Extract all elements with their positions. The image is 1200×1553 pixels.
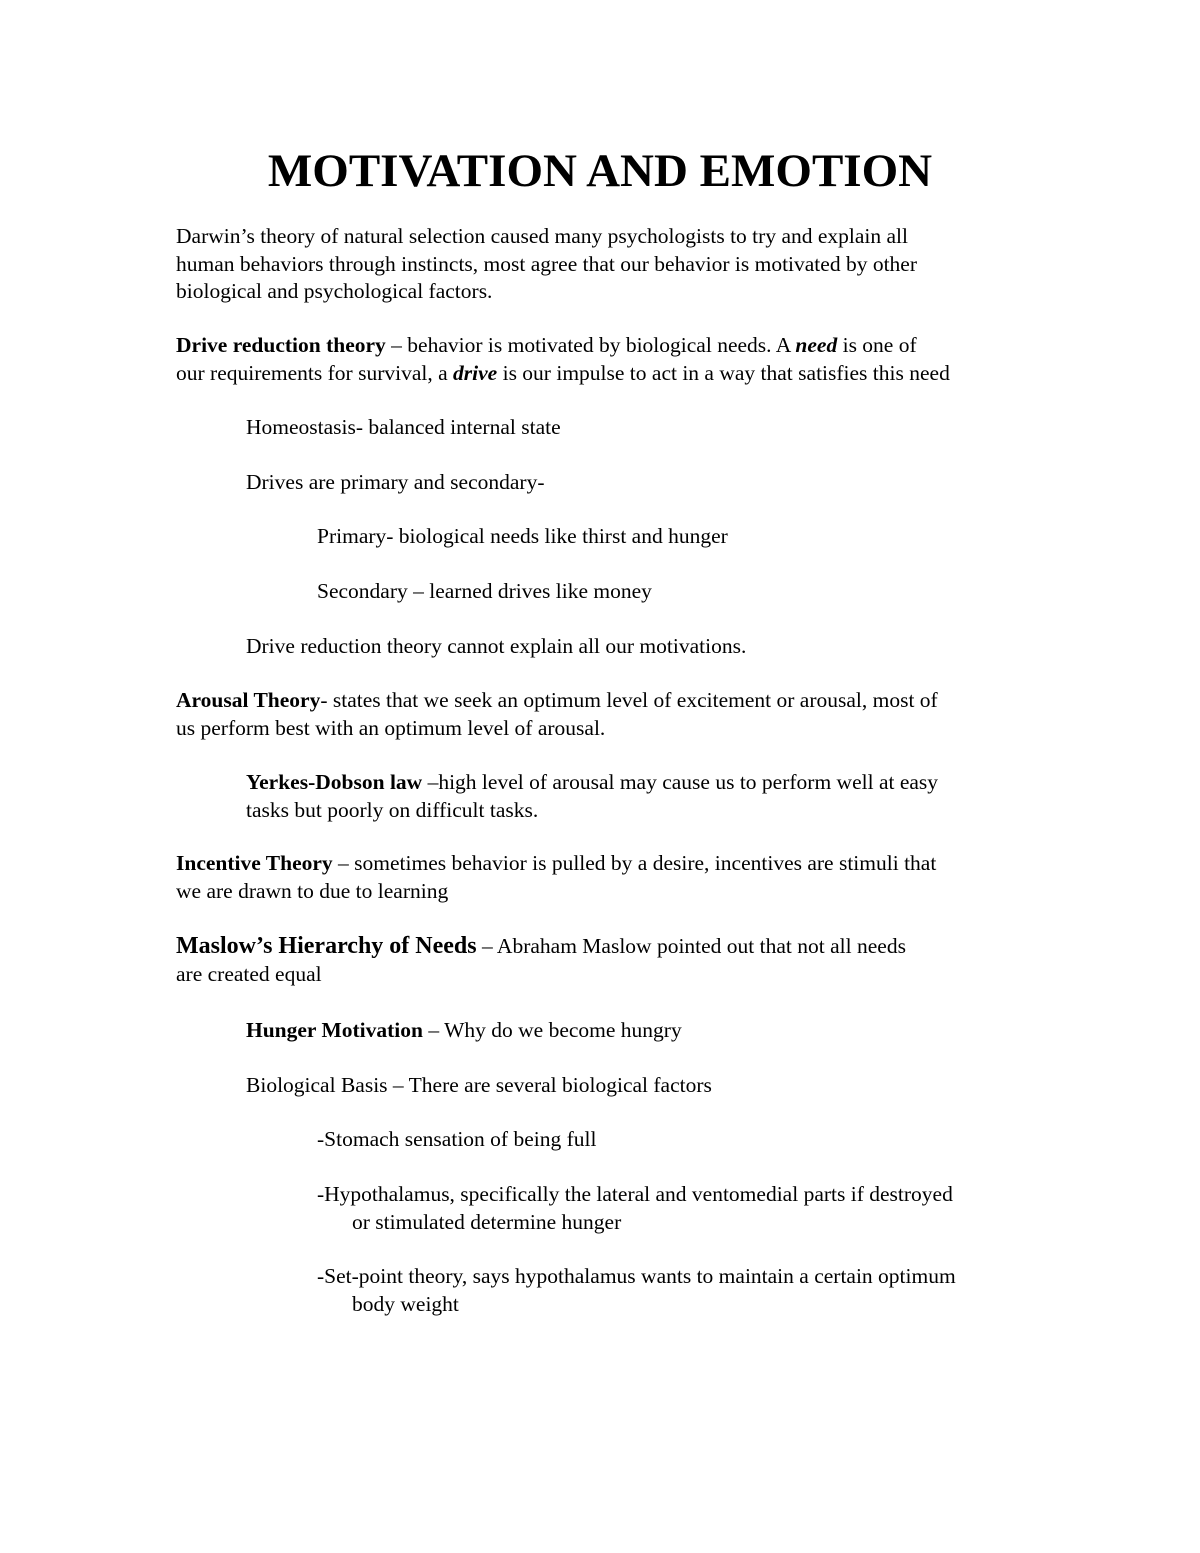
hunger-term: Hunger Motivation bbox=[246, 1018, 423, 1042]
primary-drive-line: Primary- biological needs like thirst and hunger bbox=[317, 524, 728, 548]
arousal-line-1 bbox=[176, 687, 938, 715]
drive-term: drive bbox=[453, 360, 498, 385]
drive-reduction-line-2 bbox=[176, 360, 950, 388]
incentive-line-2: we are drawn to due to learning bbox=[176, 878, 449, 903]
hunger-line bbox=[246, 1017, 682, 1045]
page-title: MOTIVATION AND EMOTION bbox=[267, 145, 933, 197]
yerkes-term: Yerkes-Dobson law bbox=[246, 770, 423, 794]
hypothalamus-line-2: or stimulated determine hunger bbox=[352, 1209, 622, 1234]
arousal-text-1: - states that we seek an optimum level of excitement or arousal, most of bbox=[320, 688, 938, 712]
yerkes-text-1: –high level of arousal may cause us to perform well at easy bbox=[422, 770, 939, 794]
biological-basis-line: Biological Basis – There are several biological factors bbox=[246, 1073, 712, 1097]
maslow-paragraph bbox=[176, 933, 906, 988]
incentive-line-1 bbox=[176, 850, 936, 878]
setpoint-line-2: body weight bbox=[352, 1291, 459, 1316]
maslow-text-1: – Abraham Maslow pointed out that not all needs bbox=[476, 934, 906, 958]
drive-reduction-text-2a: our requirements for survival, a bbox=[176, 360, 454, 385]
stomach-factor-line: -Stomach sensation of being full bbox=[317, 1127, 597, 1151]
incentive-term: Incentive Theory bbox=[176, 851, 333, 875]
drive-limit-line: Drive reduction theory cannot explain all our motivations. bbox=[246, 634, 747, 658]
setpoint-line-1: -Set-point theory, says hypothalamus wants to maintain a certain optimum bbox=[317, 1264, 956, 1288]
drive-reduction-text-1b: is one of bbox=[837, 333, 917, 357]
drive-reduction-paragraph bbox=[176, 332, 950, 387]
intro-line-2: human behaviors through instincts, most agree that our behavior is motivated by other bbox=[176, 251, 917, 276]
yerkes-paragraph bbox=[246, 769, 938, 824]
hypothalamus-factor bbox=[317, 1181, 953, 1236]
intro-paragraph bbox=[176, 223, 917, 306]
drive-reduction-text-2b: is our impulse to act in a way that satisfies this need bbox=[497, 360, 950, 385]
secondary-drive-line: Secondary – learned drives like money bbox=[317, 579, 652, 603]
drive-reduction-text-1a: – behavior is motivated by biological needs. A bbox=[385, 333, 796, 357]
drive-reduction-term: Drive reduction theory bbox=[176, 333, 386, 357]
hunger-text: – Why do we become hungry bbox=[422, 1018, 682, 1042]
maslow-line-1 bbox=[176, 933, 906, 961]
arousal-term: Arousal Theory bbox=[176, 688, 321, 712]
drive-reduction-line-1 bbox=[176, 332, 950, 360]
maslow-term: Maslow’s Hierarchy of Needs bbox=[176, 933, 477, 959]
homeostasis-line: Homeostasis- balanced internal state bbox=[246, 415, 561, 439]
need-term: need bbox=[795, 333, 838, 357]
incentive-paragraph bbox=[176, 850, 936, 905]
drives-types-line: Drives are primary and secondary- bbox=[246, 470, 545, 494]
intro-line-1: Darwin’s theory of natural selection caused many psychologists to try and explain all bbox=[176, 224, 909, 248]
maslow-line-2: are created equal bbox=[176, 961, 322, 986]
arousal-line-2: us perform best with an optimum level of arousal. bbox=[176, 715, 606, 740]
intro-line-3: biological and psychological factors. bbox=[176, 279, 493, 303]
hypothalamus-line-1: -Hypothalamus, specifically the lateral and ventomedial parts if destroyed bbox=[317, 1182, 953, 1206]
yerkes-line-2: tasks but poorly on difficult tasks. bbox=[246, 797, 539, 822]
yerkes-line-1 bbox=[246, 769, 938, 797]
arousal-paragraph bbox=[176, 687, 938, 742]
setpoint-factor bbox=[317, 1263, 956, 1318]
incentive-text-1: – sometimes behavior is pulled by a desire, incentives are stimuli that bbox=[332, 851, 937, 875]
